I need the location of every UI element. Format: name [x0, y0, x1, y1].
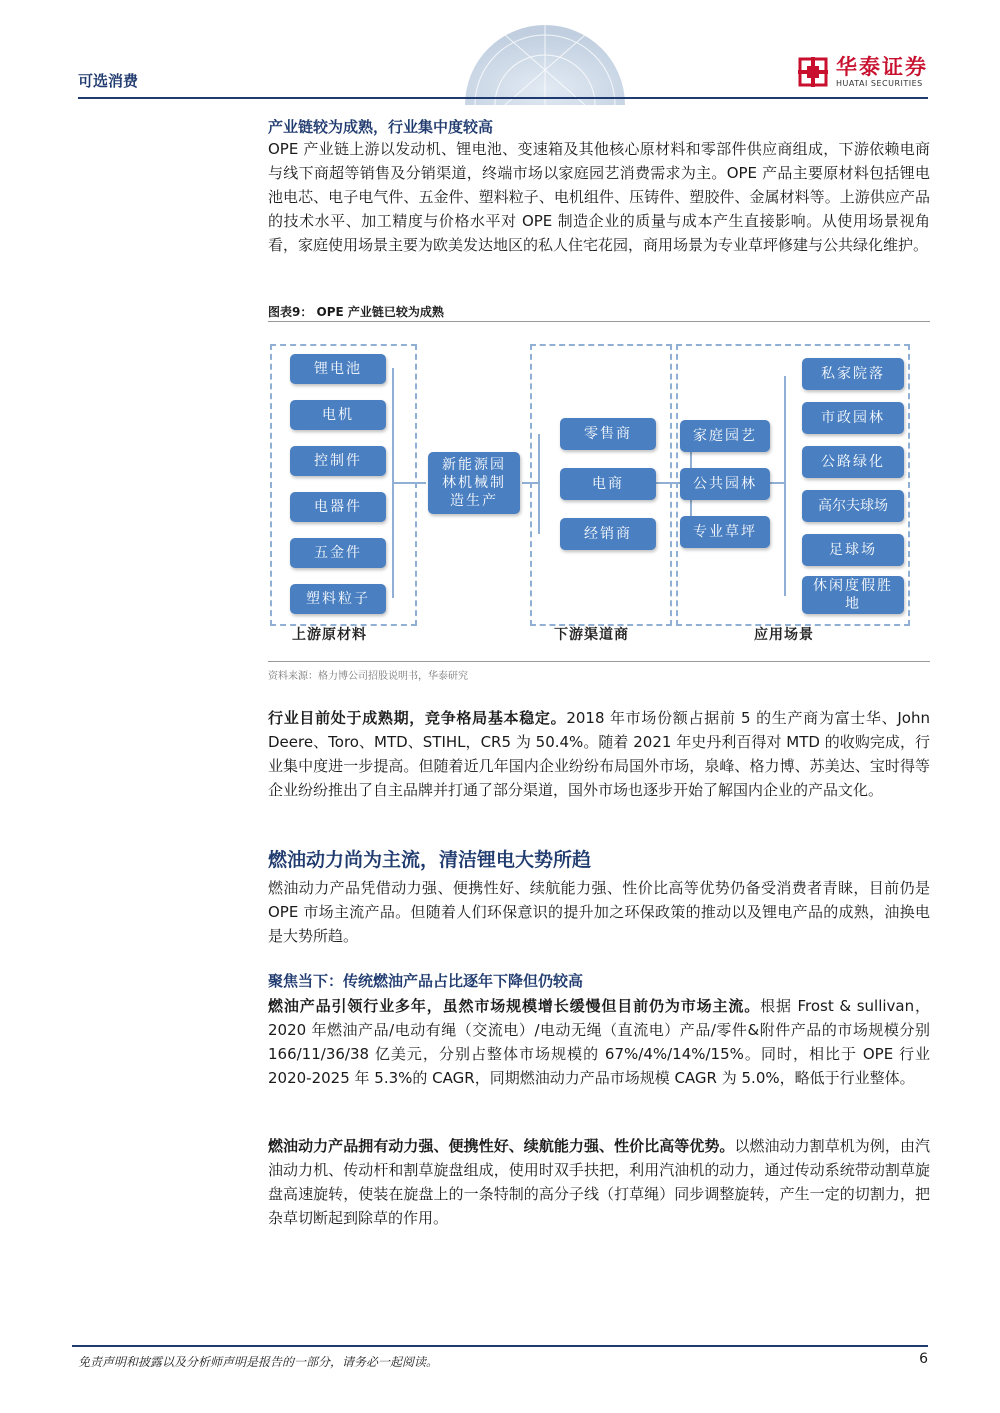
node-sub-scenario-2: 市政园林 — [802, 402, 904, 434]
figure-top-rule — [268, 321, 930, 322]
node-sub-scenario-3: 公路绿化 — [802, 446, 904, 478]
label-scenarios: 应用场景 — [754, 627, 814, 643]
footer-disclaimer: 免责声明和披露以及分析师声明是报告的一部分，请务必一起阅读。 — [78, 1355, 439, 1369]
paragraph-market-maturity-lead: 行业目前处于成熟期，竞争格局基本稳定。 — [268, 709, 567, 727]
figure-title: 图表9： OPE 产业链已较为成熟 — [268, 305, 444, 319]
figure-bottom-rule — [268, 661, 930, 662]
footer-rule — [72, 1345, 928, 1347]
section-heading-industry-chain: 产业链较为成熟，行业集中度较高 — [268, 118, 494, 136]
paragraph-fuel-market-size — [268, 994, 930, 1090]
node-sub-scenario-6: 休闲度假胜地 — [802, 576, 904, 614]
node-upstream-6: 塑料粒子 — [290, 584, 386, 614]
node-channel-3: 经销商 — [560, 518, 656, 550]
header-rule — [78, 97, 928, 99]
paragraph-market-maturity-body: 2018 年市场份额占据前 5 的生产商为富士华、John Deere、Toro、MTD、STIHL，CR5 为 50.4%。随着 2021 年史丹利百得对 MTD 的收购完成，行业集中度进一步提高。但随着近几年国内企业纷纷布局国外市场，泉峰、格力博、苏美达、宝时得等企业纷纷推出了自主品牌并打通了部分渠道，国外市场也逐步开始了解国内企业的产品文化。 — [268, 709, 930, 799]
sub-bus-line — [784, 376, 786, 596]
paragraph-market-maturity — [268, 706, 930, 802]
node-scenario-2: 公共园林 — [680, 468, 770, 500]
node-channel-2: 电商 — [560, 468, 656, 500]
section-heading-fuel-power: 燃油动力尚为主流，清洁锂电大势所趋 — [268, 849, 592, 871]
industry-chain-diagram — [270, 330, 930, 650]
paragraph-fuel-vs-lithium: 燃油动力产品凭借动力强、便携性好、续航能力强、性价比高等优势仍备受消费者青睐，目前仍是 OPE 市场主流产品。但随着人们环保意识的提升加之环保政策的推动以及锂电产品的成熟，油换电是大势所趋。 — [268, 879, 930, 945]
huatai-logo-mark-icon — [798, 57, 828, 87]
node-upstream-2: 电机 — [290, 400, 386, 430]
node-sub-scenario-4: 高尔夫球场 — [802, 490, 904, 522]
node-channel-1: 零售商 — [560, 418, 656, 450]
node-center-manufacturing: 新能源园林机械制造生产 — [428, 452, 520, 514]
upstream-to-center-line — [392, 482, 426, 484]
node-upstream-1: 锂电池 — [290, 354, 386, 384]
paragraph-fuel-advantages-body: 以燃油动力割草机为例，由汽油动力机、传动杆和割草旋盘组成，使用时双手扶把，利用汽油机的动力，通过传动系统带动割草旋盘高速旋转，使装在旋盘上的一条特制的高分子线（打草绳）同步调整旋转，产生一定的切割力，把杂草切断起到除草的作用。 — [268, 1137, 930, 1227]
figure-source: 资料来源：格力博公司招股说明书，华泰研究 — [268, 671, 468, 682]
channels-bus-line — [538, 434, 540, 534]
label-channels: 下游渠道商 — [554, 627, 629, 643]
header-section-label: 可选消费 — [78, 72, 139, 90]
paragraph-industry-chain: OPE 产业链上游以发动机、锂电池、变速箱及其他核心原材料和零部件供应商组成，下游依赖电商与线下商超等销售及分销渠道，终端市场以家庭园艺消费需求为主。OPE 产品主要原材料包括锂电池电芯、电子电气件、五金件、塑料粒子、电机组件、压铸件、塑胶件、金属材料等。上游供应产品的技术水平、加工精度与价格水平对 OPE 制造企业的质量与成本产生直接影响。从使用场景视角看，家庭使用场景主要为欧美发达地区的私人住宅花园，商用场景为专业草坪修建与公共绿化维护。 — [268, 140, 930, 254]
paragraph-fuel-advantages — [268, 1134, 930, 1230]
huatai-logo — [798, 55, 928, 88]
node-sub-scenario-1: 私家院落 — [802, 358, 904, 390]
globe-watermark-icon — [445, 0, 645, 105]
label-upstream: 上游原材料 — [292, 627, 367, 643]
center-to-channels-line — [522, 482, 538, 484]
section-heading-current-focus: 聚焦当下：传统燃油产品占比逐年下降但仍较高 — [268, 972, 584, 990]
node-sub-scenario-5: 足球场 — [802, 534, 904, 566]
paragraph-fuel-market-size-lead: 燃油产品引领行业多年，虽然市场规模增长缓慢但目前仍为市场主流。 — [268, 997, 761, 1015]
paragraph-fuel-market-size-body: 根据 Frost & sullivan，2020 年燃油产品/电动有绳（交流电）/电动无绳（直流电）产品/零件&附件产品的市场规模分别 166/11/36/38 亿美元，分别占整体市场规模的 67%/4%/14%/15%。同时，相比于 OPE 行业 2020-2025 年 5.3%的 CAGR，同期燃油动力产品市场规模 CAGR 为 5.0%，略低于行业整体。 — [268, 997, 930, 1087]
logo-english-name: HUATAI SECURITIES — [836, 79, 923, 88]
node-upstream-3: 控制件 — [290, 446, 386, 476]
paragraph-fuel-advantages-lead: 燃油动力产品拥有动力强、便携性好、续航能力强、性价比高等优势。 — [268, 1137, 735, 1155]
logo-chinese-name: 华泰证券 — [836, 55, 928, 79]
node-scenario-3: 专业草坪 — [680, 516, 770, 548]
scenarios-to-sub-line — [768, 482, 784, 484]
page-number: 6 — [919, 1351, 928, 1367]
node-upstream-5: 五金件 — [290, 538, 386, 568]
node-upstream-4: 电器件 — [290, 492, 386, 522]
node-scenario-1: 家庭园艺 — [680, 420, 770, 452]
